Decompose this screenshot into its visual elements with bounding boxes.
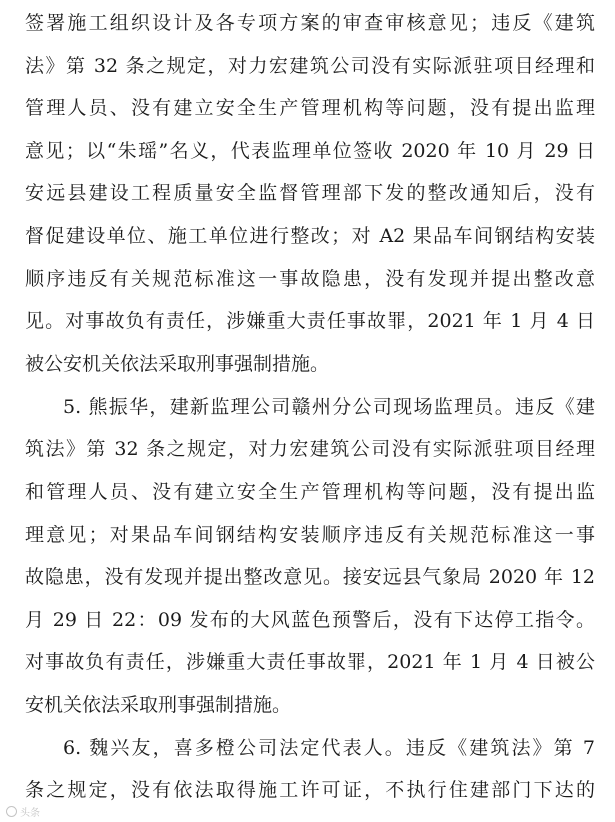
text-line-6: 督促建设单位、施工单位进行整改；对 A2 果品车间钢结构安装 xyxy=(25,225,595,247)
text-line-8: 见。对事故负有责任，涉嫌重大责任事故罪，2021 年 1 月 4 日 xyxy=(25,310,595,332)
watermark xyxy=(6,806,40,820)
text-line-14: 故隐患，没有发现并提出整改意见。接安远县气象局 2020 年 12 xyxy=(25,566,595,588)
text-line-2: 法》第 32 条之规定，对力宏建筑公司没有实际派驻项目经理和 xyxy=(25,55,595,77)
text-line-13: 理意见；对果品车间钢结构安装顺序违反有关规范标准这一事 xyxy=(25,524,595,546)
text-line-11: 筑法》第 32 条之规定，对力宏建筑公司没有实际派驻项目经理 xyxy=(25,438,595,460)
text-line-17: 安机关依法采取刑事强制措施。 xyxy=(25,694,292,716)
text-line-18: 6. 魏兴友，喜多橙公司法定代表人。违反《建筑法》第 7 xyxy=(63,737,595,759)
text-line-1: 签署施工组织设计及各专项方案的审查审核意见；违反《建筑 xyxy=(25,12,595,34)
text-line-5: 安远县建设工程质量安全监督管理部下发的整改通知后，没有 xyxy=(25,182,595,204)
text-line-15: 月 29 日 22：09 发布的大风蓝色预警后，没有下达停工指令。 xyxy=(25,609,595,631)
text-line-19: 条之规定，没有依法取得施工许可证，不执行住建部门下达的 xyxy=(25,779,595,801)
text-line-16: 对事故负有责任，涉嫌重大责任事故罪，2021 年 1 月 4 日被公 xyxy=(25,651,595,673)
text-line-4: 意见；以“朱瑶”名义，代表监理单位签收 2020 年 10 月 29 日 xyxy=(25,140,595,162)
text-line-10: 5. 熊振华，建新监理公司赣州分公司现场监理员。违反《建 xyxy=(63,396,595,418)
text-line-9: 被公安机关依法采取刑事强制措施。 xyxy=(25,353,330,375)
text-line-7: 顺序违反有关规范标准这一事故隐患，没有发现并提出整改意 xyxy=(25,268,595,290)
watermark-icon xyxy=(6,806,17,817)
watermark-text: 头条 xyxy=(20,808,40,819)
text-line-12: 和管理人员、没有建立安全生产管理机构等问题，没有提出监 xyxy=(25,481,595,503)
text-line-3: 管理人员、没有建立安全生产管理机构等问题，没有提出监理 xyxy=(25,97,595,119)
